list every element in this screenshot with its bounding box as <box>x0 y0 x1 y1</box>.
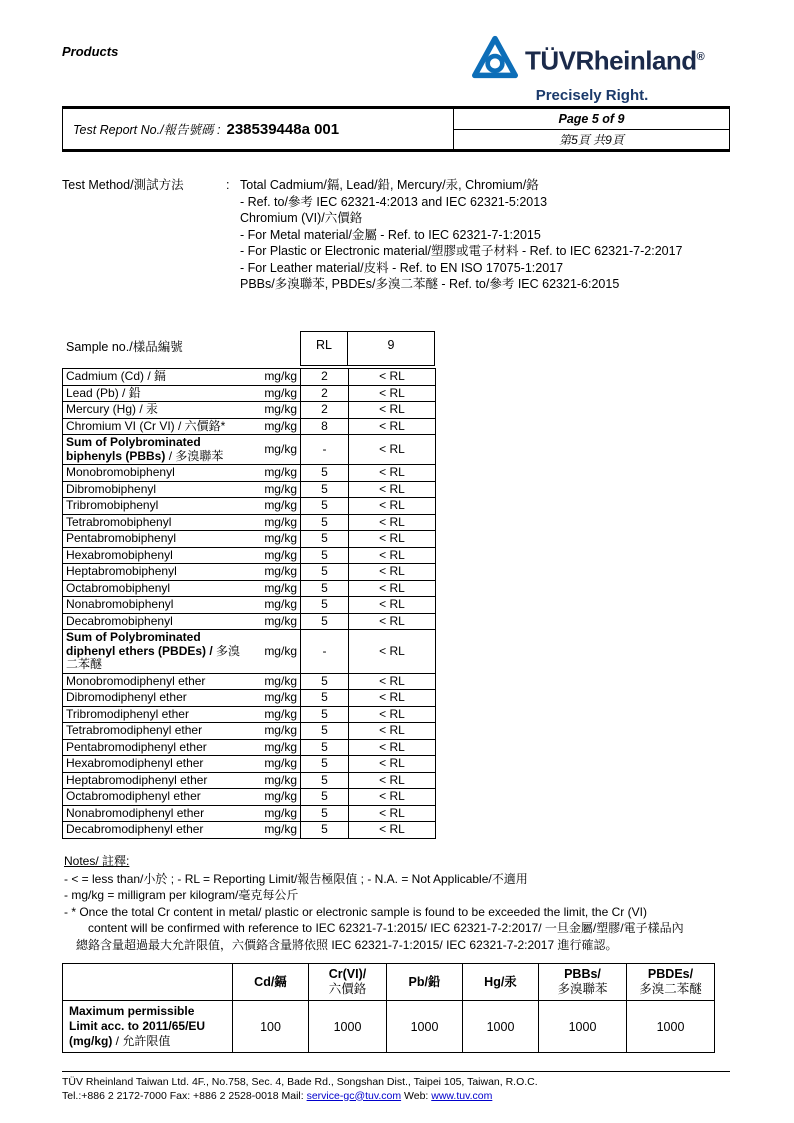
footer-address: TÜV Rheinland Taiwan Ltd. 4F., No.758, Sec. 4, Bade Rd., Songshan Dist., Taipei 105, Taiwan, R.O.C. <box>62 1076 538 1088</box>
analyte-name: Monobromodiphenyl ether <box>63 673 253 690</box>
rl-cell: 5 <box>301 706 349 723</box>
table-row <box>63 564 436 581</box>
analyte-name: Cadmium (Cd) / 鎘 <box>63 369 253 386</box>
analyte-name: Decabromobiphenyl <box>63 613 253 630</box>
rl-cell: 5 <box>301 822 349 839</box>
rl-cell: 5 <box>301 564 349 581</box>
unit-cell: mg/kg <box>253 756 301 773</box>
registered-mark: ® <box>696 51 705 63</box>
rl-cell: 5 <box>301 772 349 789</box>
result-cell: < RL <box>349 547 436 564</box>
unit-cell: mg/kg <box>253 673 301 690</box>
table-row <box>63 547 436 564</box>
rl-cell: 5 <box>301 673 349 690</box>
result-cell: < RL <box>349 385 436 402</box>
test-method-line: - For Plastic or Electronic material/塑膠或電子材料 - Ref. to IEC 62321-7-2:2017 <box>240 244 683 258</box>
unit-cell: mg/kg <box>253 402 301 419</box>
result-cell: < RL <box>349 564 436 581</box>
report-header-bar <box>62 106 730 152</box>
result-cell: < RL <box>349 723 436 740</box>
table-row <box>63 498 436 515</box>
results-table-header <box>62 331 435 366</box>
rl-cell: 5 <box>301 723 349 740</box>
result-cell: < RL <box>349 690 436 707</box>
limit-value: 1000 <box>387 1001 463 1053</box>
rl-cell: 2 <box>301 402 349 419</box>
rl-cell: 5 <box>301 805 349 822</box>
test-method-line: - For Leather material/皮料 - Ref. to EN ISO 17075-1:2017 <box>240 260 564 275</box>
notes-lines <box>64 871 744 954</box>
rl-cell: 2 <box>301 369 349 386</box>
analyte-name: Mercury (Hg) / 汞 <box>63 402 253 419</box>
limits-column-header: Cr(VI)/ 六價鉻 <box>309 964 387 1001</box>
test-method-line: - Ref. to/參考 IEC 62321-4:2013 and IEC 62321-5:2013 <box>240 194 548 209</box>
result-cell: < RL <box>349 630 436 674</box>
note-line: content will be confirmed with reference to IEC 62321-7-1:2015/ IEC 62321-7-2:2017/ 一旦金屬/塑膠/電子樣品內 <box>88 921 684 935</box>
tuv-logo <box>472 34 712 104</box>
table-row <box>63 369 436 386</box>
unit-cell: mg/kg <box>253 514 301 531</box>
table-row <box>63 481 436 498</box>
analyte-name: Octabromodiphenyl ether <box>63 789 253 806</box>
result-cell: < RL <box>349 597 436 614</box>
analyte-name: Heptabromodiphenyl ether <box>63 772 253 789</box>
page-number-en: Page 5 of 9 <box>454 109 729 130</box>
unit-cell: mg/kg <box>253 723 301 740</box>
limits-row-label: Maximum permissible Limit acc. to 2011/65/EU (mg/kg) / 允許限值 <box>63 1001 233 1053</box>
analyte-name: Tribromobiphenyl <box>63 498 253 515</box>
rl-cell: 5 <box>301 580 349 597</box>
analyte-name: Octabromobiphenyl <box>63 580 253 597</box>
table-row <box>63 580 436 597</box>
result-cell: < RL <box>349 756 436 773</box>
brand-name: TÜVRheinland® <box>525 45 705 76</box>
unit-cell: mg/kg <box>253 630 301 674</box>
result-cell: < RL <box>349 531 436 548</box>
analyte-name: Sum of Polybrominated biphenyls (PBBs) / 多溴聯苯 <box>63 435 253 465</box>
table-row <box>63 690 436 707</box>
unit-cell: mg/kg <box>253 706 301 723</box>
unit-cell: mg/kg <box>253 435 301 465</box>
result-cell: < RL <box>349 418 436 435</box>
rl-cell: - <box>301 435 349 465</box>
result-cell: < RL <box>349 789 436 806</box>
table-row <box>63 435 436 465</box>
test-method-colon: : <box>226 178 230 192</box>
result-cell: < RL <box>349 739 436 756</box>
footer-contact: Tel.:+886 2 2172-7000 Fax: +886 2 2528-0018 Mail: service-gc@tuv.com Web: www.tuv.com <box>62 1089 493 1102</box>
analyte-name: Tribromodiphenyl ether <box>63 706 253 723</box>
unit-cell: mg/kg <box>253 805 301 822</box>
note-line: 總鉻含量超過最大允許限值，六價鉻含量將依照 IEC 62321-7-1:2015/ IEC 62321-7-2:2017 進行確認。 <box>76 937 618 952</box>
rl-cell: 5 <box>301 547 349 564</box>
unit-cell: mg/kg <box>253 789 301 806</box>
unit-cell: mg/kg <box>253 613 301 630</box>
rl-cell: 5 <box>301 531 349 548</box>
notes-title: Notes/ 註釋: <box>64 854 130 868</box>
limit-value: 1000 <box>627 1001 715 1053</box>
result-cell: < RL <box>349 805 436 822</box>
rl-cell: 5 <box>301 789 349 806</box>
rl-cell: 8 <box>301 418 349 435</box>
sample-no-label: Sample no./樣品編號 <box>66 340 183 354</box>
note-line: - mg/kg = milligram per kilogram/毫克每公斤 <box>64 888 299 902</box>
brand-tagline: Precisely Right. <box>535 87 649 104</box>
test-method-line: Total Cadmium/鎘, Lead/鉛, Mercury/汞, Chromium/鉻 <box>240 178 539 192</box>
rl-cell: - <box>301 630 349 674</box>
analyte-name: Pentabromobiphenyl <box>63 531 253 548</box>
rl-cell: 5 <box>301 498 349 515</box>
unit-cell: mg/kg <box>253 822 301 839</box>
analyte-name: Dibromobiphenyl <box>63 481 253 498</box>
analyte-name: Heptabromobiphenyl <box>63 564 253 581</box>
unit-cell: mg/kg <box>253 690 301 707</box>
web-link[interactable]: www.tuv.com <box>431 1089 493 1102</box>
unit-cell: mg/kg <box>253 531 301 548</box>
analyte-name: Monobromobiphenyl <box>63 465 253 482</box>
result-cell: < RL <box>349 580 436 597</box>
unit-cell: mg/kg <box>253 418 301 435</box>
rl-cell: 2 <box>301 385 349 402</box>
table-row <box>63 531 436 548</box>
test-method-line: - For Metal material/金屬 - Ref. to IEC 62321-7-1:2015 <box>240 227 541 242</box>
unit-cell: mg/kg <box>253 498 301 515</box>
note-line: - < = less than/小於 ; - RL = Reporting Limit/報告極限值 ; - N.A. = Not Applicable/不適用 <box>64 871 528 886</box>
table-row <box>63 613 436 630</box>
analyte-name: Tetrabromodiphenyl ether <box>63 723 253 740</box>
tuv-triangle-icon <box>472 34 518 85</box>
limits-table <box>62 963 715 1053</box>
analyte-name: Nonabromobiphenyl <box>63 597 253 614</box>
limits-column-header: Hg/汞 <box>463 964 539 1001</box>
page-indicator <box>453 109 729 149</box>
rl-cell: 5 <box>301 690 349 707</box>
unit-cell: mg/kg <box>253 739 301 756</box>
table-row <box>63 385 436 402</box>
table-row <box>63 630 436 674</box>
unit-cell: mg/kg <box>253 597 301 614</box>
note-line: - * Once the total Cr content in metal/ plastic or electronic sample is found to be exceeded the limit, the Cr (VI) <box>64 904 647 919</box>
unit-cell: mg/kg <box>253 772 301 789</box>
rl-cell: 5 <box>301 613 349 630</box>
analyte-name: Chromium VI (Cr VI) / 六價鉻* <box>63 418 253 435</box>
limits-column-header: PBBs/ 多溴聯苯 <box>539 964 627 1001</box>
result-cell: < RL <box>349 706 436 723</box>
result-cell: < RL <box>349 402 436 419</box>
result-cell: < RL <box>349 772 436 789</box>
limits-data-row <box>63 1001 715 1053</box>
table-row <box>63 739 436 756</box>
unit-cell: mg/kg <box>253 580 301 597</box>
sample-column-header: 9 <box>348 331 435 366</box>
products-label: Products <box>62 44 119 59</box>
rl-cell: 5 <box>301 465 349 482</box>
analyte-name: Lead (Pb) / 鉛 <box>63 385 253 402</box>
rl-cell: 5 <box>301 597 349 614</box>
table-row <box>63 402 436 419</box>
analyte-name: Decabromodiphenyl ether <box>63 822 253 839</box>
table-row <box>63 514 436 531</box>
rl-cell: 5 <box>301 756 349 773</box>
result-cell: < RL <box>349 673 436 690</box>
unit-cell: mg/kg <box>253 385 301 402</box>
result-cell: < RL <box>349 481 436 498</box>
rl-cell: 5 <box>301 514 349 531</box>
rl-cell: 5 <box>301 481 349 498</box>
limit-value: 1000 <box>463 1001 539 1053</box>
result-cell: < RL <box>349 465 436 482</box>
table-row <box>63 723 436 740</box>
analyte-name: Nonabromodiphenyl ether <box>63 805 253 822</box>
test-method-line: PBBs/多溴聯苯, PBDEs/多溴二苯醚 - Ref. to/參考 IEC 62321-6:2015 <box>240 277 620 291</box>
test-method-label: Test Method/測試方法 <box>62 178 184 192</box>
test-method-lines <box>240 177 742 293</box>
footer <box>62 1076 742 1103</box>
table-row <box>63 706 436 723</box>
results-table <box>62 368 436 839</box>
result-cell: < RL <box>349 822 436 839</box>
analyte-name: Pentabromodiphenyl ether <box>63 739 253 756</box>
limits-empty-header <box>63 964 233 1001</box>
rl-column-header: RL <box>300 331 348 366</box>
table-row <box>63 772 436 789</box>
analyte-name: Hexabromobiphenyl <box>63 547 253 564</box>
table-row <box>63 418 436 435</box>
unit-cell: mg/kg <box>253 547 301 564</box>
page-number-zh: 第5頁 共9頁 <box>559 132 624 147</box>
report-number-label: Test Report No./報告號碼 : <box>73 123 221 137</box>
analyte-name: Tetrabromobiphenyl <box>63 514 253 531</box>
mail-link[interactable]: service-gc@tuv.com <box>306 1089 402 1102</box>
limits-header-row <box>63 964 715 1001</box>
unit-cell: mg/kg <box>253 369 301 386</box>
report-number: 238539448a 001 <box>226 120 340 138</box>
unit-cell: mg/kg <box>253 465 301 482</box>
limits-column-header: Cd/鎘 <box>233 964 309 1001</box>
unit-cell: mg/kg <box>253 564 301 581</box>
limit-value: 1000 <box>539 1001 627 1053</box>
table-row <box>63 465 436 482</box>
analyte-name: Sum of Polybrominated diphenyl ethers (PBDEs) / 多溴二苯醚 <box>63 630 253 674</box>
table-row <box>63 597 436 614</box>
unit-cell: mg/kg <box>253 481 301 498</box>
table-row <box>63 756 436 773</box>
limits-column-header: Pb/鉛 <box>387 964 463 1001</box>
table-row <box>63 673 436 690</box>
test-method-line: Chromium (VI)/六價鉻 <box>240 211 363 225</box>
result-cell: < RL <box>349 613 436 630</box>
analyte-name: Dibromodiphenyl ether <box>63 690 253 707</box>
limits-column-header: PBDEs/ 多溴二苯醚 <box>627 964 715 1001</box>
rl-cell: 5 <box>301 739 349 756</box>
table-row <box>63 822 436 839</box>
table-row <box>63 789 436 806</box>
footer-divider <box>62 1071 730 1072</box>
test-method-section <box>62 177 742 293</box>
limit-value: 1000 <box>309 1001 387 1053</box>
analyte-name: Hexabromodiphenyl ether <box>63 756 253 773</box>
result-cell: < RL <box>349 498 436 515</box>
notes-section <box>64 853 744 953</box>
result-cell: < RL <box>349 435 436 465</box>
table-row <box>63 805 436 822</box>
result-cell: < RL <box>349 514 436 531</box>
limit-value: 100 <box>233 1001 309 1053</box>
result-cell: < RL <box>349 369 436 386</box>
